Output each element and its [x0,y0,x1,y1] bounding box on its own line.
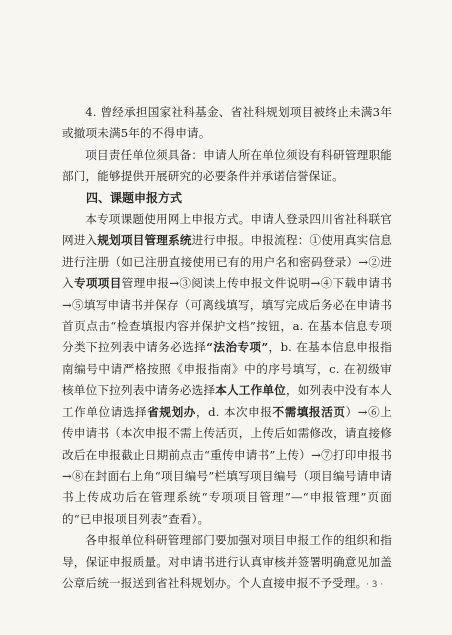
procedure-text-2: 进行申报。申报流程：①使用真实信息进行注册（如已注册直接使用已有的用户名和密码登录）→②进入 [62,233,393,291]
procedure-bold-law-project: “法治专项” [206,340,269,355]
application-procedure [62,209,392,530]
procedure-text-4: ，b. 在基本信息申报指南编号中请严格按照《申报指南》中的序号填写，c. 在初级审核单位下拉列表中请务必选择 [62,340,392,398]
responsible-unit-requirement: 项目责任单位须具备：申请人所在单位须设有科研管理职能部门，能够提供开展研究的必要条件并承诺信誉保证。 [62,147,392,184]
procedure-bold-no-loose-leaf: 不需填报活页 [272,404,346,419]
procedure-text-1: 本专项课题使用网上申报方式。申请人登录四川省社科联官网进入 [62,212,392,248]
procedure-bold-work-unit: 本人工作单位 [215,383,286,398]
procedure-text-6: ，d. 本次申报 [195,404,273,419]
eligibility-item-4: 4. 曾经承担国家社科基金、省社科规划项目被终止未满3年或撤项未满5年的不得申请。 [62,105,392,141]
procedure-text-3: 管理申报→③阅读上传申报文件说明→④下载申请书→⑤填写申请书并保存（可离线填写，填写完成后务必在申请书首页点击“检查填报内容并保护文档”按钮，a. 在基本信息专项分类下拉列表中请务必选择 [62,276,392,355]
procedure-bold-special-project: 专项项目 [73,276,122,291]
document-body [62,102,392,594]
procedure-text-5: ，如列表中没有本人工作单位请选择 [62,383,393,419]
procedure-bold-planning-office: 省规划办 [147,404,196,419]
submission-requirements: 各申报单位科研管理部门要加强对项目申报工作的组织和指导，保证申报质量。对申请书进行认真审核并签署明确意见加盖公章后统一报送到省社科规划办。个人直接申报不予受理。 [62,533,392,590]
procedure-text-7: ）→⑥上传申请书（本次申报不需上传活页，上传后如需修改，请直接修改后在申报截止日期前点击“重传申请书”上传）→⑦打印申报书→⑧在封面右上角“项目编号”栏填写项目编号（项目编号请申请书上传成功后在管理系统“专项项目管理”—“申报管理”页面的“已申报项目列表”查看）。 [62,404,392,526]
page-number: · 3 · [366,580,384,590]
procedure-bold-system: 规划项目管理系统 [97,233,192,248]
section-heading-application-method: 四、课题申报方式 [86,190,183,205]
